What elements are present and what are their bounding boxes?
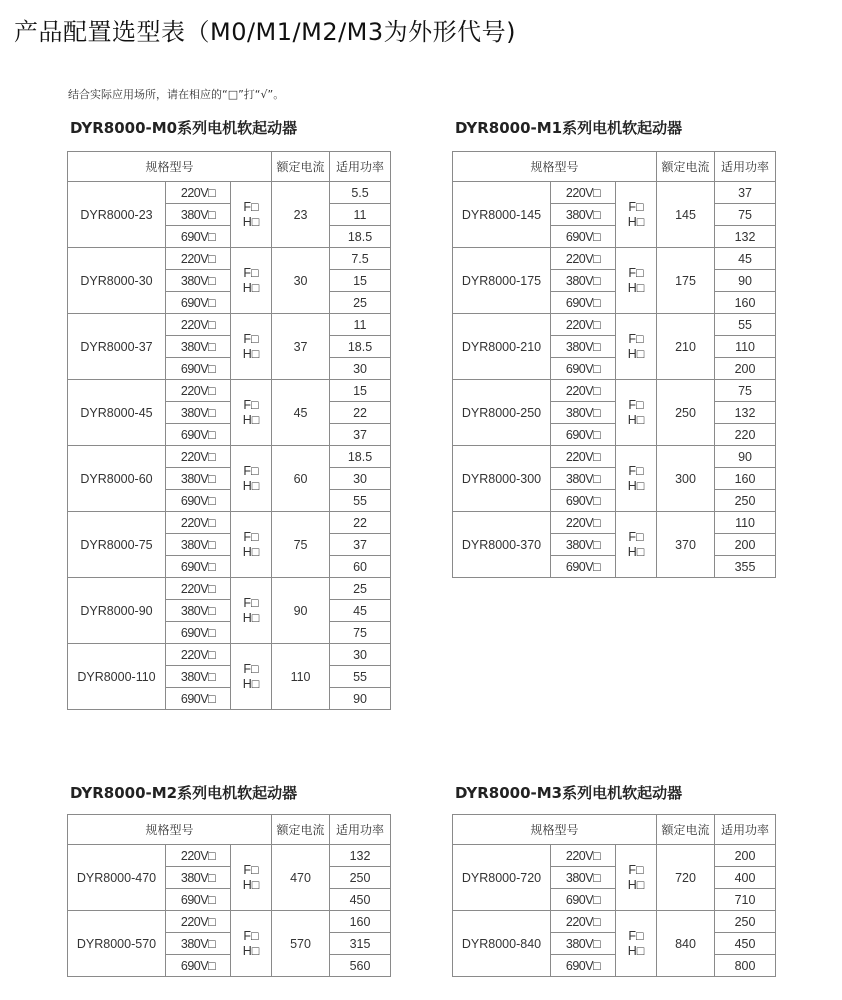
h-option[interactable]: H□ (242, 412, 260, 427)
power-cell: 110 (715, 512, 776, 534)
model-name-cell: DYR8000-110 (68, 644, 166, 710)
table-header-row (68, 152, 391, 182)
power-cell: 25 (330, 578, 391, 600)
h-option[interactable]: H□ (242, 877, 260, 892)
header-current: 额定电流 (657, 152, 715, 182)
h-option[interactable]: H□ (627, 877, 645, 892)
model-name-cell: DYR8000-840 (453, 911, 551, 977)
f-option[interactable]: F□ (243, 199, 259, 214)
table-row (453, 512, 776, 534)
fh-option-cell[interactable] (231, 644, 272, 710)
table-row (68, 512, 391, 534)
voltage-option-cell[interactable]: 690V□ (166, 358, 231, 380)
power-cell: 250 (715, 490, 776, 512)
section-title-m3: DYR8000-M3系列电机软起动器 (455, 784, 683, 802)
power-cell: 18.5 (330, 446, 391, 468)
table-header-row (453, 152, 776, 182)
rated-current-cell: 30 (272, 248, 330, 314)
power-cell: 22 (330, 402, 391, 424)
fh-option-cell[interactable] (616, 248, 657, 314)
table-row (68, 248, 391, 270)
power-cell: 90 (330, 688, 391, 710)
power-cell: 5.5 (330, 182, 391, 204)
f-option[interactable]: F□ (628, 862, 644, 877)
selection-table-m2 (67, 814, 391, 977)
f-option[interactable]: F□ (243, 463, 259, 478)
fh-option-cell[interactable] (231, 314, 272, 380)
voltage-option-cell[interactable]: 380V□ (166, 867, 231, 889)
rated-current-cell: 90 (272, 578, 330, 644)
model-name-cell: DYR8000-210 (453, 314, 551, 380)
voltage-option-cell[interactable]: 220V□ (551, 446, 616, 468)
model-name-cell: DYR8000-60 (68, 446, 166, 512)
f-option[interactable]: F□ (243, 862, 259, 877)
table-row (68, 644, 391, 666)
voltage-option-cell[interactable]: 380V□ (166, 600, 231, 622)
voltage-option-cell[interactable]: 380V□ (551, 402, 616, 424)
header-spec: 规格型号 (453, 152, 657, 182)
h-option[interactable]: H□ (627, 943, 645, 958)
rated-current-cell: 75 (272, 512, 330, 578)
rated-current-cell: 110 (272, 644, 330, 710)
selection-table-m0 (67, 151, 391, 710)
power-cell: 450 (330, 889, 391, 911)
model-name-cell: DYR8000-570 (68, 911, 166, 977)
power-cell: 132 (715, 226, 776, 248)
voltage-option-cell[interactable]: 690V□ (551, 358, 616, 380)
power-cell: 132 (715, 402, 776, 424)
power-cell: 132 (330, 845, 391, 867)
rated-current-cell: 370 (657, 512, 715, 578)
voltage-option-cell[interactable]: 380V□ (551, 270, 616, 292)
h-option[interactable]: H□ (627, 214, 645, 229)
voltage-option-cell[interactable]: 220V□ (551, 845, 616, 867)
voltage-option-cell[interactable]: 380V□ (551, 867, 616, 889)
f-option[interactable]: F□ (243, 928, 259, 943)
h-option[interactable]: H□ (242, 676, 260, 691)
power-cell: 800 (715, 955, 776, 977)
voltage-option-cell[interactable]: 380V□ (551, 933, 616, 955)
f-option[interactable]: F□ (243, 331, 259, 346)
power-cell: 7.5 (330, 248, 391, 270)
fh-option-cell[interactable] (231, 182, 272, 248)
h-option[interactable]: H□ (242, 544, 260, 559)
h-option[interactable]: H□ (242, 478, 260, 493)
f-option[interactable]: F□ (243, 397, 259, 412)
voltage-option-cell[interactable]: 690V□ (551, 556, 616, 578)
fh-option-cell[interactable] (616, 380, 657, 446)
header-power: 适用功率 (715, 815, 776, 845)
voltage-option-cell[interactable]: 220V□ (551, 314, 616, 336)
power-cell: 160 (715, 468, 776, 490)
voltage-option-cell[interactable]: 380V□ (166, 933, 231, 955)
f-option[interactable]: F□ (628, 397, 644, 412)
h-option[interactable]: H□ (627, 346, 645, 361)
h-option[interactable]: H□ (242, 214, 260, 229)
power-cell: 45 (715, 248, 776, 270)
voltage-option-cell[interactable]: 380V□ (166, 336, 231, 358)
rated-current-cell: 470 (272, 845, 330, 911)
table-row (68, 380, 391, 402)
power-cell: 11 (330, 314, 391, 336)
voltage-option-cell[interactable]: 220V□ (166, 644, 231, 666)
f-option[interactable]: F□ (243, 661, 259, 676)
table-row (453, 911, 776, 933)
power-cell: 75 (715, 204, 776, 226)
power-cell: 90 (715, 270, 776, 292)
table-row (453, 248, 776, 270)
voltage-option-cell[interactable]: 380V□ (551, 468, 616, 490)
rated-current-cell: 300 (657, 446, 715, 512)
h-option[interactable]: H□ (242, 943, 260, 958)
header-power: 适用功率 (330, 815, 391, 845)
table-row (68, 314, 391, 336)
f-option[interactable]: F□ (243, 529, 259, 544)
rated-current-cell: 60 (272, 446, 330, 512)
instruction-text: 结合实际应用场所，请在相应的“□”打“√”。 (68, 88, 285, 101)
power-cell: 560 (330, 955, 391, 977)
table-row (68, 911, 391, 933)
model-name-cell: DYR8000-75 (68, 512, 166, 578)
rated-current-cell: 37 (272, 314, 330, 380)
h-option[interactable]: H□ (242, 346, 260, 361)
fh-option-cell[interactable] (231, 578, 272, 644)
voltage-option-cell[interactable]: 690V□ (551, 490, 616, 512)
model-name-cell: DYR8000-23 (68, 182, 166, 248)
voltage-option-cell[interactable]: 380V□ (551, 204, 616, 226)
power-cell: 400 (715, 867, 776, 889)
model-name-cell: DYR8000-30 (68, 248, 166, 314)
voltage-option-cell[interactable]: 690V□ (166, 556, 231, 578)
power-cell: 160 (330, 911, 391, 933)
model-name-cell: DYR8000-720 (453, 845, 551, 911)
rated-current-cell: 175 (657, 248, 715, 314)
header-spec: 规格型号 (453, 815, 657, 845)
rated-current-cell: 145 (657, 182, 715, 248)
voltage-option-cell[interactable]: 380V□ (551, 336, 616, 358)
voltage-option-cell[interactable]: 220V□ (551, 380, 616, 402)
voltage-option-cell[interactable]: 220V□ (551, 512, 616, 534)
header-power: 适用功率 (330, 152, 391, 182)
power-cell: 315 (330, 933, 391, 955)
fh-option-cell[interactable] (231, 248, 272, 314)
h-option[interactable]: H□ (627, 478, 645, 493)
power-cell: 75 (330, 622, 391, 644)
voltage-option-cell[interactable]: 220V□ (166, 380, 231, 402)
f-option[interactable]: F□ (243, 595, 259, 610)
fh-option-cell[interactable] (231, 380, 272, 446)
table-row (68, 845, 391, 867)
header-spec: 规格型号 (68, 152, 272, 182)
voltage-option-cell[interactable]: 380V□ (166, 666, 231, 688)
voltage-option-cell[interactable]: 220V□ (166, 845, 231, 867)
voltage-option-cell[interactable]: 690V□ (166, 226, 231, 248)
selection-table-m3 (452, 814, 776, 977)
voltage-option-cell[interactable]: 380V□ (166, 204, 231, 226)
power-cell: 55 (330, 666, 391, 688)
header-current: 额定电流 (657, 815, 715, 845)
model-name-cell: DYR8000-45 (68, 380, 166, 446)
section-title-m1: DYR8000-M1系列电机软起动器 (455, 119, 683, 137)
table-header-row (68, 815, 391, 845)
power-cell: 60 (330, 556, 391, 578)
voltage-option-cell[interactable]: 690V□ (166, 889, 231, 911)
voltage-option-cell[interactable]: 220V□ (551, 182, 616, 204)
table-row (68, 446, 391, 468)
voltage-option-cell[interactable]: 220V□ (166, 248, 231, 270)
power-cell: 18.5 (330, 336, 391, 358)
fh-option-cell[interactable] (231, 446, 272, 512)
model-name-cell: DYR8000-175 (453, 248, 551, 314)
power-cell: 200 (715, 534, 776, 556)
h-option[interactable]: H□ (242, 610, 260, 625)
h-option[interactable]: H□ (627, 280, 645, 295)
model-name-cell: DYR8000-300 (453, 446, 551, 512)
power-cell: 25 (330, 292, 391, 314)
power-cell: 45 (330, 600, 391, 622)
rated-current-cell: 45 (272, 380, 330, 446)
power-cell: 11 (330, 204, 391, 226)
power-cell: 55 (715, 314, 776, 336)
voltage-option-cell[interactable]: 220V□ (551, 248, 616, 270)
power-cell: 22 (330, 512, 391, 534)
table-header-row (453, 815, 776, 845)
power-cell: 37 (715, 182, 776, 204)
power-cell: 710 (715, 889, 776, 911)
fh-option-cell[interactable] (616, 182, 657, 248)
power-cell: 250 (715, 911, 776, 933)
table-row (453, 845, 776, 867)
h-option[interactable]: H□ (242, 280, 260, 295)
model-name-cell: DYR8000-37 (68, 314, 166, 380)
table-row (68, 182, 391, 204)
f-option[interactable]: F□ (628, 265, 644, 280)
table-row (453, 446, 776, 468)
power-cell: 200 (715, 358, 776, 380)
voltage-option-cell[interactable]: 220V□ (551, 911, 616, 933)
voltage-option-cell[interactable]: 690V□ (551, 292, 616, 314)
power-cell: 110 (715, 336, 776, 358)
power-cell: 30 (330, 644, 391, 666)
fh-option-cell[interactable] (616, 446, 657, 512)
voltage-option-cell[interactable]: 690V□ (166, 955, 231, 977)
model-name-cell: DYR8000-470 (68, 845, 166, 911)
header-spec: 规格型号 (68, 815, 272, 845)
f-option[interactable]: F□ (243, 265, 259, 280)
voltage-option-cell[interactable]: 220V□ (166, 182, 231, 204)
header-power: 适用功率 (715, 152, 776, 182)
voltage-option-cell[interactable]: 220V□ (166, 911, 231, 933)
power-cell: 220 (715, 424, 776, 446)
rated-current-cell: 720 (657, 845, 715, 911)
power-cell: 355 (715, 556, 776, 578)
voltage-option-cell[interactable]: 690V□ (551, 226, 616, 248)
power-cell: 160 (715, 292, 776, 314)
fh-option-cell[interactable] (231, 512, 272, 578)
power-cell: 37 (330, 534, 391, 556)
table-row (453, 182, 776, 204)
voltage-option-cell[interactable]: 690V□ (166, 688, 231, 710)
model-name-cell: DYR8000-145 (453, 182, 551, 248)
f-option[interactable]: F□ (628, 463, 644, 478)
voltage-option-cell[interactable]: 380V□ (166, 534, 231, 556)
f-option[interactable]: F□ (628, 199, 644, 214)
voltage-option-cell[interactable]: 220V□ (166, 314, 231, 336)
rated-current-cell: 250 (657, 380, 715, 446)
power-cell: 200 (715, 845, 776, 867)
table-row (453, 314, 776, 336)
section-title-m2: DYR8000-M2系列电机软起动器 (70, 784, 298, 802)
voltage-option-cell[interactable]: 380V□ (166, 402, 231, 424)
model-name-cell: DYR8000-90 (68, 578, 166, 644)
power-cell: 37 (330, 424, 391, 446)
power-cell: 90 (715, 446, 776, 468)
power-cell: 450 (715, 933, 776, 955)
model-name-cell: DYR8000-250 (453, 380, 551, 446)
voltage-option-cell[interactable]: 690V□ (166, 622, 231, 644)
rated-current-cell: 840 (657, 911, 715, 977)
fh-option-cell[interactable] (616, 911, 657, 977)
rated-current-cell: 23 (272, 182, 330, 248)
power-cell: 30 (330, 468, 391, 490)
power-cell: 30 (330, 358, 391, 380)
voltage-option-cell[interactable]: 220V□ (166, 578, 231, 600)
voltage-option-cell[interactable]: 380V□ (551, 534, 616, 556)
selection-table-m1 (452, 151, 776, 578)
voltage-option-cell[interactable]: 220V□ (166, 512, 231, 534)
voltage-option-cell[interactable]: 690V□ (551, 424, 616, 446)
fh-option-cell[interactable] (231, 845, 272, 911)
header-current: 额定电流 (272, 152, 330, 182)
model-name-cell: DYR8000-370 (453, 512, 551, 578)
f-option[interactable]: F□ (628, 529, 644, 544)
fh-option-cell[interactable] (616, 314, 657, 380)
table-row (453, 380, 776, 402)
voltage-option-cell[interactable]: 380V□ (166, 270, 231, 292)
power-cell: 18.5 (330, 226, 391, 248)
voltage-option-cell[interactable]: 380V□ (166, 468, 231, 490)
power-cell: 250 (330, 867, 391, 889)
f-option[interactable]: F□ (628, 928, 644, 943)
voltage-option-cell[interactable]: 690V□ (166, 424, 231, 446)
rated-current-cell: 570 (272, 911, 330, 977)
fh-option-cell[interactable] (616, 845, 657, 911)
page-title: 产品配置选型表（M0/M1/M2/M3为外形代号) (14, 18, 517, 46)
section-title-m0: DYR8000-M0系列电机软起动器 (70, 119, 298, 137)
voltage-option-cell[interactable]: 690V□ (166, 292, 231, 314)
power-cell: 55 (330, 490, 391, 512)
voltage-option-cell[interactable]: 690V□ (551, 889, 616, 911)
power-cell: 15 (330, 380, 391, 402)
power-cell: 75 (715, 380, 776, 402)
rated-current-cell: 210 (657, 314, 715, 380)
fh-option-cell[interactable] (616, 512, 657, 578)
table-row (68, 578, 391, 600)
voltage-option-cell[interactable]: 690V□ (166, 490, 231, 512)
fh-option-cell[interactable] (231, 911, 272, 977)
f-option[interactable]: F□ (628, 331, 644, 346)
h-option[interactable]: H□ (627, 544, 645, 559)
h-option[interactable]: H□ (627, 412, 645, 427)
header-current: 额定电流 (272, 815, 330, 845)
power-cell: 15 (330, 270, 391, 292)
voltage-option-cell[interactable]: 220V□ (166, 446, 231, 468)
voltage-option-cell[interactable]: 690V□ (551, 955, 616, 977)
